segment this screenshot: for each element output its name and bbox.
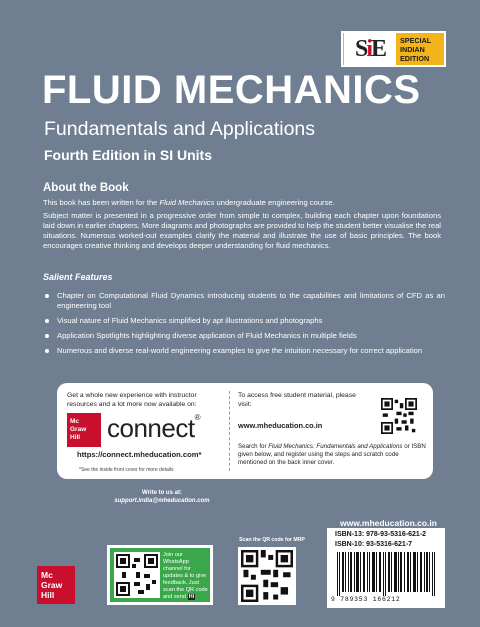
write-to-us [104, 490, 220, 505]
mgh-small-line: Graw [70, 426, 87, 433]
feature-item: Chapter on Computational Fluid Dynamics introducing students to the capabilities and limitations of CFD as an engineering tool [43, 291, 445, 311]
write-to-us-label: Write to us at: [142, 490, 182, 496]
feature-item: Visual nature of Fluid Mechanics simplified by apt illustrations and photographs [43, 316, 445, 326]
mcgraw-hill-small-logo [67, 413, 101, 447]
connect-logo [107, 413, 200, 444]
feature-item: Application Spotlights highlighting diverse application of Fluid Mechanics in multiple fields [43, 331, 445, 341]
connect-footnote: *See the inside front cover for more details [79, 467, 174, 473]
salient-features-list [43, 291, 445, 361]
barcode-digits: 9 789353 166212 [331, 596, 401, 603]
whatsapp-box [107, 545, 213, 605]
about-p1-start: This book has been written for the [43, 198, 160, 207]
barcode [337, 552, 437, 596]
whatsapp-qr-code[interactable] [114, 552, 160, 598]
student-material-description [238, 443, 428, 467]
mrp-qr-code[interactable] [241, 550, 293, 602]
isbn-box [327, 528, 445, 608]
publisher-website[interactable]: www.mheducation.co.in [340, 518, 437, 528]
isbn-13: ISBN-13: 978-93-5316-621-2 [335, 531, 427, 538]
book-subtitle: Fundamentals and Applications [44, 118, 316, 140]
salient-heading: Salient Features [43, 272, 113, 282]
sie-logo-i: i [366, 35, 371, 62]
support-email[interactable]: support.india@mheducation.com [114, 497, 210, 504]
mgh-logo-line: Hill [41, 590, 55, 600]
about-paragraph-2: Subject matter is presented in a progressive order from simple to complex, building each chapter upon foundations laid down in earlier chapters. More diagrams and photographs are provided to help the student better visualise the real situations. Numerous worked-out examples clarify the material and illustrate the use of basic principles. The book encourages creative thinking and develops deeper understanding for fluid mechanics. [43, 211, 441, 250]
connect-url[interactable]: https://connect.mheducation.com* [77, 450, 202, 459]
instructor-resources-text: Get a whole new experience with instructor resources and a lot more now available on: [67, 392, 197, 408]
sie-logo-s: S [354, 35, 367, 62]
panel-divider [229, 391, 230, 471]
mgh-small-line: Hill [70, 434, 81, 441]
book-edition: Fourth Edition in SI Units [44, 147, 212, 163]
desc-end: or ISBN given below, and register using the steps and scratch code mentioned on the back inner cover. [238, 443, 426, 466]
whatsapp-hi: Hi [188, 594, 195, 600]
student-material-text: To access free student material, please visit: [238, 392, 356, 408]
connect-word: connect [107, 413, 195, 443]
sie-logo [344, 33, 396, 65]
mgh-logo-line: Mc [41, 570, 53, 580]
feature-item: Numerous and diverse real-world engineering examples to give the intuition necessary for correct application [43, 346, 445, 356]
whatsapp-text [163, 552, 209, 601]
student-qr-code[interactable] [381, 398, 417, 434]
badge-line-1: SPECIAL [400, 35, 432, 45]
special-edition-badge [341, 31, 446, 67]
mrp-qr-box [238, 547, 296, 605]
badge-line-3: EDITION [400, 53, 430, 63]
registered-mark: ® [194, 413, 200, 422]
sie-logo-e: E [371, 35, 386, 62]
whatsapp-panel [110, 548, 210, 602]
desc-start: Search for [238, 443, 269, 450]
desc-emphasis: Fluid Mechanics: Fundamentals and Applications [268, 443, 403, 450]
mgh-logo-line: Graw [41, 580, 63, 590]
resources-panel [57, 383, 433, 479]
about-paragraph-1 [43, 198, 441, 208]
isbn-10: ISBN-10: 93-5316-621-7 [335, 541, 413, 548]
about-p1-end: undergraduate engineering course. [214, 198, 335, 207]
whatsapp-instruction: Join our WhatsApp channel for updates & to give feedback. Just scan the QR code and send [163, 552, 208, 600]
badge-text [396, 36, 431, 63]
book-title: FLUID MECHANICS [42, 68, 421, 112]
badge-line-2: INDIAN [400, 44, 425, 54]
mcgraw-hill-logo [37, 566, 75, 604]
mrp-qr-label: Scan the QR code for MRP [239, 537, 305, 543]
about-p1-emphasis: Fluid Mechanics [159, 198, 215, 207]
about-heading: About the Book [43, 182, 129, 194]
student-material-url[interactable]: www.mheducation.co.in [238, 421, 323, 430]
mgh-small-line: Mc [70, 418, 80, 425]
